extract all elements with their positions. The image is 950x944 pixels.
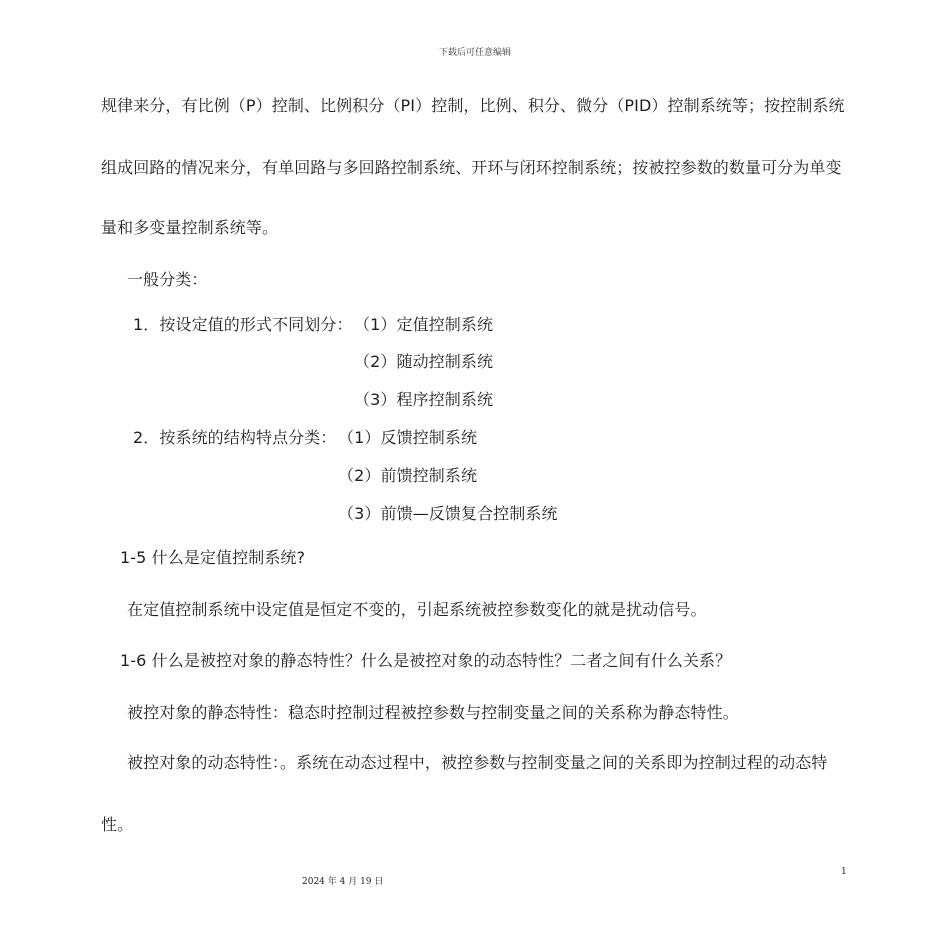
question-1-5: 1-5 什么是定值控制系统?: [120, 548, 306, 567]
footer-date: 2024 年 4 月 19 日: [302, 877, 384, 887]
answer-1-6-dynamic-line-2: 性。: [101, 815, 134, 834]
classification-item-2-option-2: （2）前馈控制系统: [338, 466, 478, 485]
classification-item-1-label: 1．按设定值的形式不同划分：: [133, 315, 353, 334]
classification-item-1-option-2: （2）随动控制系统: [354, 352, 494, 371]
answer-1-6-static: 被控对象的静态特性：稳态时控制过程被控参数与控制变量之间的关系称为静态特性。: [127, 703, 739, 722]
classification-item-1-option-3: （3）程序控制系统: [354, 390, 494, 409]
paragraph-line-2: 组成回路的情况来分，有单回路与多回路控制系统、开环与闭环控制系统；按被控参数的数量可分为单变: [101, 158, 842, 177]
paragraph-line-3: 量和多变量控制系统等。: [101, 218, 279, 237]
classification-item-1-option-1: （1）定值控制系统: [354, 315, 494, 334]
answer-1-6-dynamic-line-1: 被控对象的动态特性：。系统在动态过程中，被控参数与控制变量之间的关系即为控制过程的动态特: [127, 753, 828, 772]
classification-item-2-option-3: （3）前馈—反馈复合控制系统: [338, 504, 558, 523]
classification-item-2-option-1: （1）反馈控制系统: [338, 428, 478, 447]
general-classification-heading: 一般分类：: [127, 270, 208, 289]
classification-item-2-label: 2．按系统的结构特点分类：: [133, 428, 337, 447]
answer-1-5: 在定值控制系统中设定值是恒定不变的，引起系统被控参数变化的就是扰动信号。: [127, 600, 707, 619]
page-number: 1: [841, 867, 847, 877]
header-note: 下载后可任意编辑: [438, 48, 511, 58]
question-1-6: 1-6 什么是被控对象的静态特性？什么是被控对象的动态特性？二者之间有什么关系？: [120, 651, 732, 670]
paragraph-line-1: 规律来分，有比例（P）控制、比例积分（PI）控制，比例、积分、微分（PID）控制系统等；按控制系统: [101, 96, 845, 115]
